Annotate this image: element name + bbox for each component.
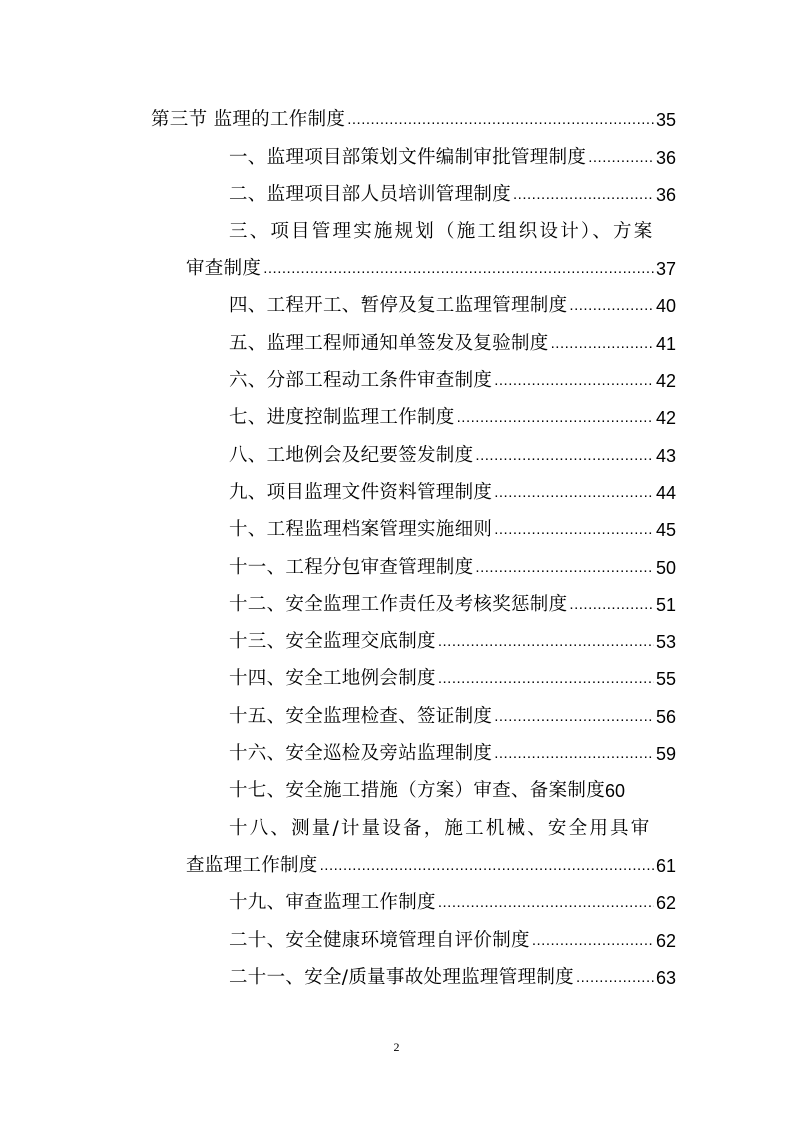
toc-label: 十二、安全监理工作责任及考核奖惩制度 <box>229 594 568 615</box>
toc-entry[interactable] <box>229 292 676 320</box>
toc-leader <box>320 855 654 877</box>
toc-leader <box>494 482 654 504</box>
toc-leader <box>576 967 654 989</box>
toc-page: 61 <box>655 856 676 876</box>
toc-leader <box>438 631 654 653</box>
toc-leader <box>475 557 654 579</box>
toc-label: 十六、安全巡检及旁站监理制度 <box>229 743 493 764</box>
toc-page: 51 <box>655 595 676 615</box>
toc-label: 八、工地例会及纪要签发制度 <box>229 445 474 466</box>
toc-page: 36 <box>655 148 676 168</box>
toc-label: 十五、安全监理检查、签证制度 <box>229 706 493 727</box>
toc-leader <box>513 184 654 206</box>
toc-page: 35 <box>655 110 676 130</box>
toc-leader <box>438 668 654 690</box>
toc-label: 十七、安全施工措施（方案）审查、备案制度 <box>229 780 606 801</box>
toc-page: 43 <box>655 446 676 466</box>
toc-entry-line2[interactable] <box>186 255 676 283</box>
toc-page: 42 <box>655 408 676 428</box>
toc-leader <box>494 519 654 541</box>
toc-page: 41 <box>655 334 676 354</box>
toc-entry[interactable] <box>229 516 676 544</box>
toc-entry[interactable] <box>229 330 676 358</box>
toc-page: 42 <box>655 371 676 391</box>
toc-entry[interactable] <box>229 144 676 172</box>
toc-label: 一、监理项目部策划文件编制审批管理制度 <box>229 147 587 168</box>
toc-leader <box>588 147 654 169</box>
toc-leader <box>475 445 654 467</box>
toc-leader <box>263 258 654 280</box>
toc-label: 第三节 监理的工作制度 <box>151 109 346 130</box>
toc-leader <box>347 109 654 131</box>
toc-label: 二十一、安全/质量事故处理监理管理制度 <box>229 967 574 988</box>
toc-entry[interactable] <box>229 479 676 507</box>
toc-entry[interactable] <box>229 703 676 731</box>
toc-label-continuation: 审查制度 <box>186 258 262 279</box>
toc-label: 十八、测量/计量设备，施工机械、安全用具审 <box>229 818 652 839</box>
toc-leader <box>494 743 654 765</box>
toc-page: 62 <box>655 931 676 951</box>
toc-entry[interactable] <box>229 889 676 917</box>
toc-page: 59 <box>655 744 676 764</box>
toc-label: 十三、安全监理交底制度 <box>229 631 436 652</box>
toc-entry[interactable] <box>229 740 676 768</box>
toc-entry[interactable] <box>229 554 676 582</box>
toc-label-continuation: 查监理工作制度 <box>186 855 318 876</box>
toc-section-heading[interactable] <box>151 106 676 134</box>
toc-leader <box>569 594 654 616</box>
toc-label: 三、项目管理实施规划（施工组织设计）、方案 <box>229 221 655 242</box>
toc-leader <box>569 295 654 317</box>
toc-entry[interactable] <box>229 181 676 209</box>
toc-page: 63 <box>655 968 676 988</box>
toc-label: 十一、工程分包审查管理制度 <box>229 557 474 578</box>
toc-page: 36 <box>655 185 676 205</box>
toc-label: 九、项目监理文件资料管理制度 <box>229 482 493 503</box>
toc-entry-line1[interactable] <box>229 815 676 843</box>
toc-entry[interactable] <box>229 591 676 619</box>
toc-entry-line1[interactable] <box>229 218 676 246</box>
toc-leader <box>438 892 654 914</box>
toc-leader <box>457 407 654 429</box>
toc-page: 37 <box>655 259 676 279</box>
toc-leader <box>494 706 654 728</box>
toc-page: 55 <box>655 669 676 689</box>
toc-page: 53 <box>655 632 676 652</box>
toc-page: 40 <box>655 296 676 316</box>
toc-label: 二十、安全健康环境管理自评价制度 <box>229 930 530 951</box>
toc-entry[interactable] <box>229 442 676 470</box>
toc-entry[interactable] <box>229 964 676 992</box>
toc-label: 二、监理项目部人员培训管理制度 <box>229 184 512 205</box>
page-number: 2 <box>393 1040 400 1054</box>
toc-entry[interactable] <box>229 404 676 432</box>
toc-page: 62 <box>655 893 676 913</box>
toc-entry[interactable] <box>229 628 676 656</box>
toc-leader <box>551 333 654 355</box>
toc-page: 50 <box>655 558 676 578</box>
toc-entry[interactable] <box>229 777 676 805</box>
toc-entry-line2[interactable] <box>186 852 676 880</box>
toc-entry[interactable] <box>229 367 676 395</box>
toc-leader <box>494 370 654 392</box>
toc-label: 十九、审查监理工作制度 <box>229 892 436 913</box>
toc-leader <box>532 930 654 952</box>
toc-label: 十、工程监理档案管理实施细则 <box>229 519 493 540</box>
toc-label: 六、分部工程动工条件审查制度 <box>229 370 493 391</box>
toc-label: 四、工程开工、暂停及复工监理管理制度 <box>229 295 568 316</box>
toc-entry[interactable] <box>229 665 676 693</box>
toc-label: 五、监理工程师通知单签发及复验制度 <box>229 333 549 354</box>
toc-page: 44 <box>655 483 676 503</box>
toc-page: 60 <box>605 781 626 801</box>
toc-page: 45 <box>655 520 676 540</box>
toc-label: 七、进度控制监理工作制度 <box>229 407 455 428</box>
toc-entry[interactable] <box>229 927 676 955</box>
toc-page: 56 <box>655 707 676 727</box>
toc-label: 十四、安全工地例会制度 <box>229 668 436 689</box>
